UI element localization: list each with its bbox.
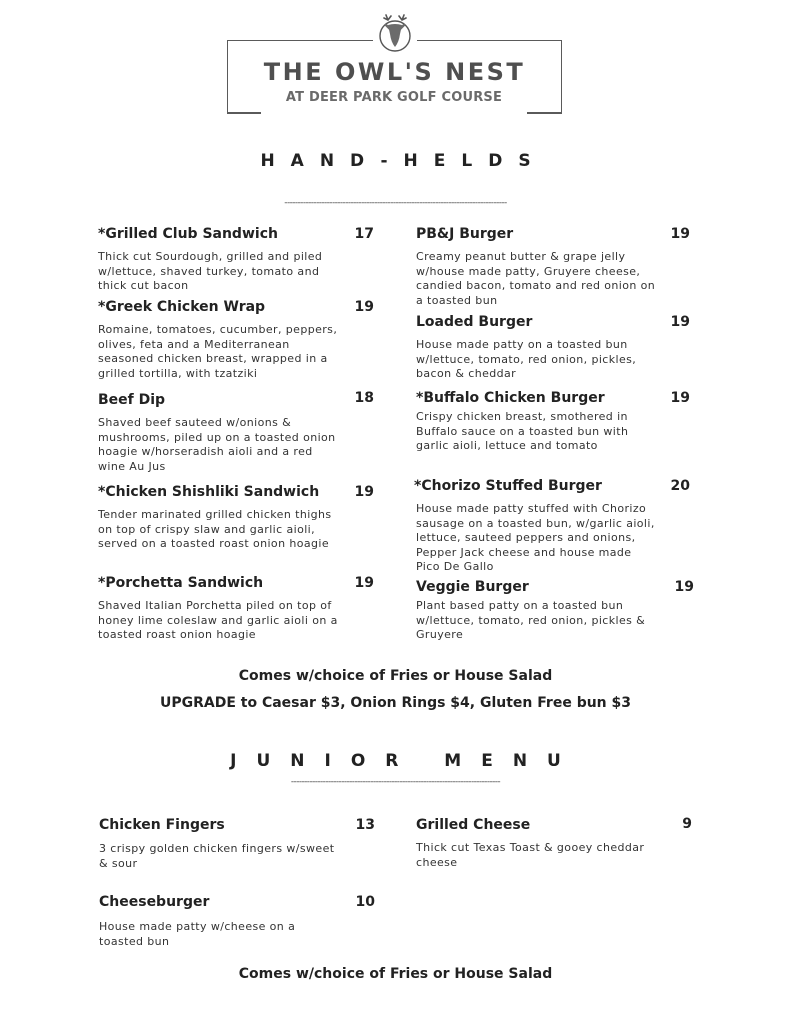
item-price: 19 <box>354 575 374 591</box>
item-price: 19 <box>670 314 690 330</box>
logo <box>227 14 564 106</box>
item-name: *Porchetta Sandwich <box>98 575 264 591</box>
item-name: Veggie Burger <box>416 579 529 595</box>
item-name: *Chicken Shishliki Sandwich <box>98 484 320 500</box>
item-description: Tender marinated grilled chicken thighs on top of crispy slaw and garlic aioli, served on a toasted roast onion hoagie <box>98 508 332 551</box>
item-name: *Chorizo Stuffed Burger <box>414 478 602 494</box>
deer-head-icon <box>373 14 417 54</box>
item-price: 13 <box>355 817 375 833</box>
menu-item <box>416 314 656 382</box>
section-title-handhelds: HAND-HELDS <box>260 151 547 171</box>
item-name: Cheeseburger <box>99 894 210 910</box>
item-price: 20 <box>670 478 690 494</box>
item-description: Crispy chicken breast, smothered in Buffalo sauce on a toasted bun with garlic aioli, lettuce and tomato <box>416 410 629 453</box>
item-price: 17 <box>354 226 374 242</box>
section-title-junior: JUNIOR MENU <box>230 751 581 771</box>
menu-item <box>416 579 656 643</box>
section-divider-handhelds: ------------------------------------------------------------------------------------ <box>284 198 507 208</box>
upgrade-note: UPGRADE to Caesar $3, Onion Rings $4, Gluten Free bun $3 <box>159 695 632 711</box>
section-divider-junior: ------------------------------------------------------------------------------- <box>290 777 501 787</box>
item-description: House made patty w/cheese on a toasted bun <box>99 920 296 948</box>
item-price: 19 <box>354 484 374 500</box>
item-name: Loaded Burger <box>416 314 533 330</box>
item-description: Shaved beef sauteed w/onions & mushrooms, piled up on a toasted onion hoagie w/horseradish aioli and a red wine Au Jus <box>98 416 336 473</box>
menu-item <box>414 478 659 575</box>
menu-item <box>99 817 339 871</box>
logo-subtitle: AT DEER PARK GOLF COURSE <box>285 90 503 105</box>
menu-item <box>416 817 666 870</box>
logo-title: THE OWL'S NEST <box>263 58 526 86</box>
menu-item <box>98 226 343 294</box>
menu-item <box>98 575 343 643</box>
item-description: Thick cut Texas Toast & gooey cheddar cheese <box>416 841 645 869</box>
item-price: 9 <box>682 816 692 832</box>
item-description: Creamy peanut butter & grape jelly w/house made patty, Gruyere cheese, candied bacon, tomato and red onion on a toasted bun <box>416 250 656 307</box>
item-name: PB&J Burger <box>416 226 514 242</box>
logo-frame-line-right <box>527 112 562 114</box>
item-name: *Greek Chicken Wrap <box>98 299 266 315</box>
menu-item <box>98 484 338 552</box>
item-name: Grilled Cheese <box>416 817 531 833</box>
item-price: 19 <box>354 299 374 315</box>
logo-frame-line-left <box>227 112 261 114</box>
item-price: 18 <box>354 390 374 406</box>
menu-item <box>99 894 339 949</box>
item-name: *Grilled Club Sandwich <box>98 226 278 242</box>
item-price: 10 <box>355 894 375 910</box>
junior-sides-note: Comes w/choice of Fries or House Salad <box>238 966 553 982</box>
sides-note: Comes w/choice of Fries or House Salad <box>238 668 553 684</box>
item-description: 3 crispy golden chicken fingers w/sweet & sour <box>99 842 335 870</box>
item-description: Thick cut Sourdough, grilled and piled w/lettuce, shaved turkey, tomato and thick cut bacon <box>98 250 323 293</box>
item-price: 19 <box>670 390 690 406</box>
item-description: Shaved Italian Porchetta piled on top of honey lime coleslaw and garlic aioli on a toasted roast onion hoagie <box>98 599 338 642</box>
menu-item <box>416 390 656 454</box>
item-price: 19 <box>674 579 694 595</box>
menu-item <box>416 226 656 308</box>
item-name: Beef Dip <box>98 392 166 408</box>
menu-item <box>98 392 343 474</box>
item-description: House made patty on a toasted bun w/lettuce, tomato, red onion, pickles, bacon & cheddar <box>416 338 637 381</box>
item-name: *Buffalo Chicken Burger <box>416 390 605 406</box>
item-name: Chicken Fingers <box>99 817 225 833</box>
item-description: Romaine, tomatoes, cucumber, peppers, olives, feta and a Mediterranean seasoned chicken breast, wrapped in a grilled tortilla, with tzatziki <box>98 323 338 380</box>
item-price: 19 <box>670 226 690 242</box>
item-description: Plant based patty on a toasted bun w/lettuce, tomato, red onion, pickles & Gruyere <box>416 599 646 642</box>
menu-item <box>98 299 348 381</box>
item-description: House made patty stuffed with Chorizo sausage on a toasted bun, w/garlic aioli, lettuce, sauteed peppers and onions, Pepper Jack cheese and house made Pico De Gallo <box>416 502 655 574</box>
